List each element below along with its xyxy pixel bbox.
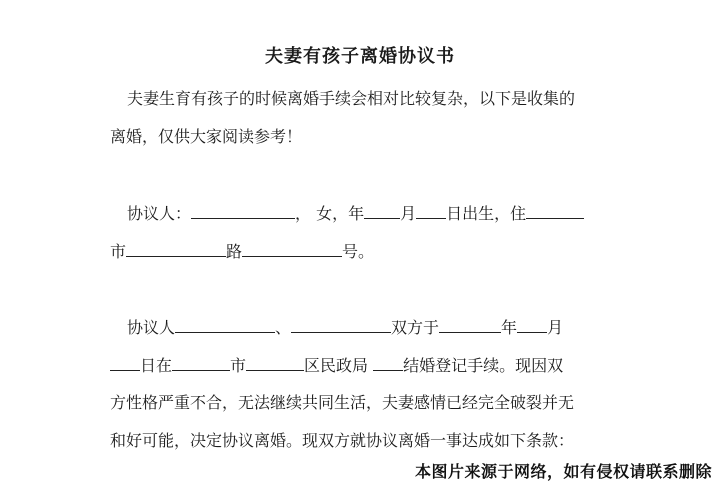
month-blank <box>364 202 400 219</box>
number-label: 号。 <box>342 242 375 261</box>
both-label: 双方于 <box>391 318 440 337</box>
name-blank <box>191 202 295 219</box>
marriage-month-blank <box>517 316 547 333</box>
party-line-1 <box>127 202 584 225</box>
copyright-watermark: 本图片来源于网络，如有侵权请联系删除 <box>414 462 712 481</box>
party-label: 协议人： <box>127 204 192 223</box>
city-label: 市 <box>110 242 127 261</box>
marriage-city-label: 市 <box>230 356 247 375</box>
intro-line-2: 离婚，仅供大家阅读参考！ <box>110 127 303 146</box>
marriage-month-label: 月 <box>547 318 564 337</box>
birth-residence-label: 日出生，住 <box>446 204 527 223</box>
residence-blank <box>526 202 584 219</box>
parties-label: 协议人 <box>127 318 176 337</box>
month-label: 月 <box>400 204 417 223</box>
marriage-city-blank <box>172 354 230 371</box>
party-a-blank <box>175 316 275 333</box>
party-line-2 <box>110 240 374 263</box>
district-blank <box>246 354 304 371</box>
document-title: 夫妻有孩子离婚协议书 <box>265 46 455 67</box>
body-line-3: 方性格严重不合，无法继续共同生活，夫妻感情已经完全破裂并无 <box>110 393 575 412</box>
day-at-label: 日在 <box>140 356 173 375</box>
separator-label: 、 <box>275 318 292 337</box>
marriage-line-1 <box>127 316 563 339</box>
registration-blank <box>373 354 403 371</box>
road-blank <box>242 240 342 257</box>
party-b-blank <box>291 316 391 333</box>
body-line-4: 和好可能，决定协议离婚。现双方就协议离婚一事达成如下条款： <box>110 431 575 450</box>
year-blank <box>439 316 501 333</box>
marriage-line-2 <box>110 354 563 377</box>
road-label: 路 <box>226 242 243 261</box>
intro-line-1: 夫妻生育有孩子的时候离婚手续会相对比较复杂，以下是收集的 <box>127 89 576 108</box>
gender-year-label: ， 女，年 <box>295 204 365 223</box>
year-label: 年 <box>501 318 518 337</box>
day-blank <box>416 202 446 219</box>
marriage-day-blank <box>110 354 140 371</box>
registration-label: 结婚登记手续。现因双 <box>403 356 564 375</box>
city-blank <box>126 240 226 257</box>
bureau-label: 区民政局 <box>304 356 374 375</box>
